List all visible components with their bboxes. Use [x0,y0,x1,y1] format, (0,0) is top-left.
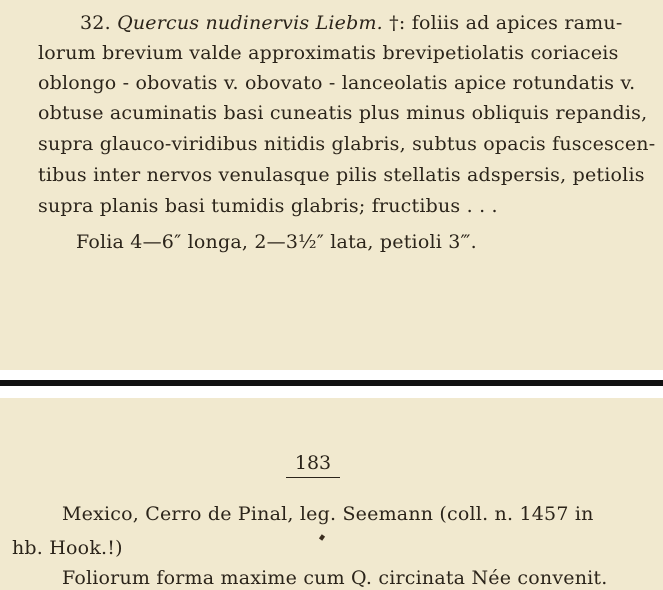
leaf-dimensions-line: Folia 4—6″ longa, 2—3½″ lata, petioli 3‴. [76,231,477,253]
text-line: supra planis basi tumidis glabris; fructibus . . . [38,195,498,217]
text-line: lorum brevium valde approximatis brevipetiolatis coriaceis [38,42,619,64]
species-name: Quercus nudinervis Liebm. [117,12,383,34]
text-line: oblongo - obovatis v. obovato - lanceolatis apice rotundatis v. [38,72,636,94]
species-heading-line [80,12,622,34]
text-line: hb. Hook.!) [12,537,123,559]
text-line: Mexico, Cerro de Pinal, leg. Seemann (coll. n. 1457 in [62,503,594,525]
text-line: obtuse acuminatis basi cuneatis plus minus obliquis repandis, [38,102,648,124]
page-number-rule [286,477,340,478]
text-line: Foliorum forma maxime cum Q. circinata Née convenit. [62,567,608,589]
separator-rule [0,380,663,386]
page-number: 183 [294,452,332,474]
text-line: supra glauco-viridibus nitidis glabris, subtus opacis fuscescen- [38,133,656,155]
species-description-start: †: foliis ad apices ramu- [389,12,623,34]
species-number: 32. [80,12,111,34]
page-separator [0,370,663,398]
bottom-page-scan [0,398,663,590]
text-line: tibus inter nervos venulasque pilis stellatis adspersis, petiolis [38,164,645,186]
ink-speck [319,534,325,540]
